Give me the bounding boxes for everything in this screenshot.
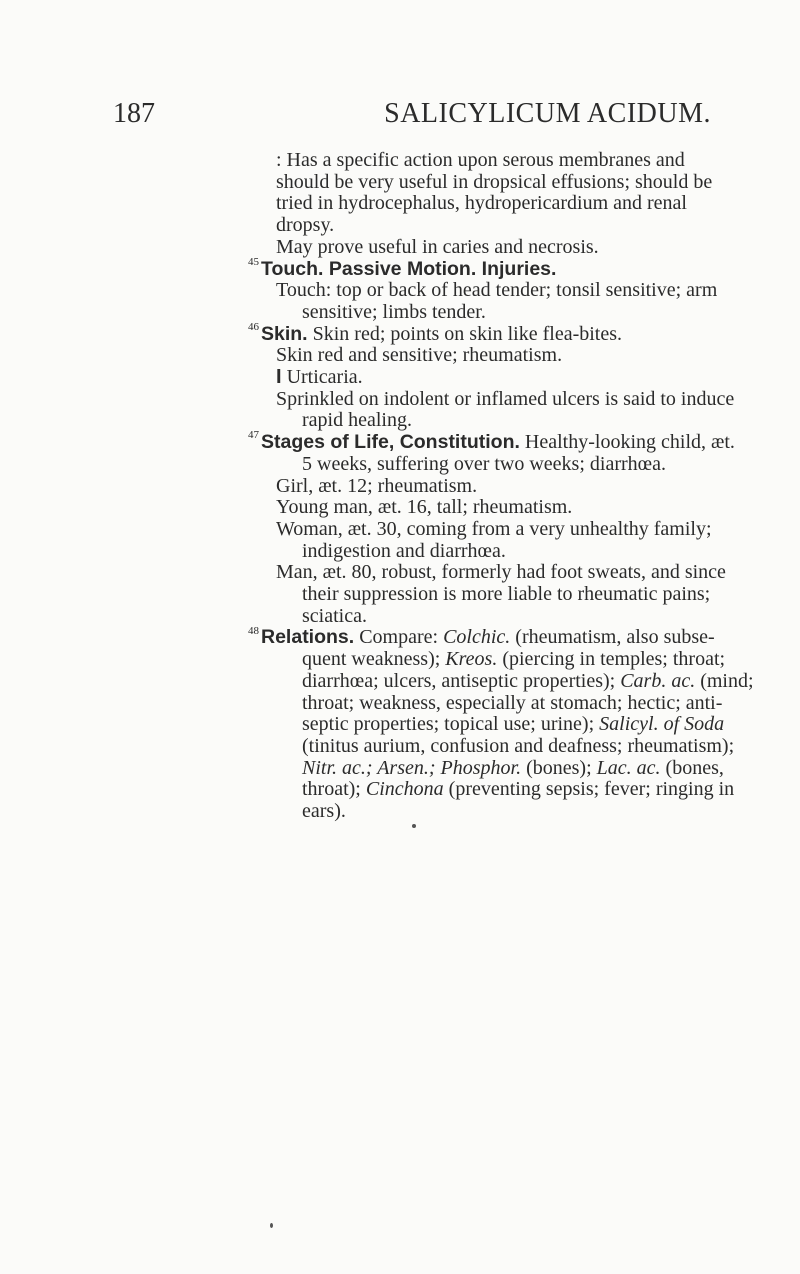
- text-line: Young man, æt. 16, tall; rheumatism.: [276, 496, 573, 519]
- text-line: [302, 648, 726, 671]
- text-line: Woman, æt. 30, coming from a very unhealthy family;: [276, 517, 712, 540]
- text-span: quent weakness);: [302, 648, 446, 671]
- text-span: throat);: [302, 778, 366, 801]
- body-text: [248, 149, 754, 823]
- text-line: May prove useful in caries and necrosis.: [276, 235, 599, 258]
- remedy-name: Nitr. ac.; Arsen.; Phosphor.: [302, 756, 522, 779]
- running-title: SALICYLICUM ACIDUM.: [384, 98, 711, 129]
- remedy-name: Kreos.: [445, 648, 498, 671]
- section-number: 46: [248, 320, 259, 333]
- text-span: (rheumatism, also subse-: [510, 626, 715, 649]
- text-line: (tinitus aurium, confusion and deafness; rheumatism);: [302, 734, 735, 757]
- text-span: (mind;: [695, 669, 754, 692]
- text-span: (preventing sepsis; fever; ringing in: [443, 778, 735, 801]
- text-line: dropsy.: [276, 214, 335, 237]
- text-line: Sprinkled on indolent or inflamed ulcers is said to induce: [276, 387, 735, 410]
- section-text: Healthy-looking child, æt.: [519, 431, 735, 454]
- section-number: 45: [248, 255, 259, 268]
- text-line: [302, 778, 735, 801]
- section-number: 48: [248, 624, 259, 637]
- text-span: (bones);: [521, 756, 597, 779]
- page-header: [113, 98, 711, 138]
- text-line: [302, 713, 725, 736]
- text-line: indigestion and diarrhœa.: [302, 539, 506, 562]
- remedy-name: Cinchona: [365, 778, 444, 801]
- text-line: Man, æt. 80, robust, formerly had foot sweats, and since: [276, 561, 726, 584]
- remedy-name: Salicyl. of Soda: [599, 713, 725, 736]
- section-title: Touch. Passive Motion. Injuries.: [261, 257, 557, 280]
- text-line: should be very useful in dropsical effusions; should be: [276, 170, 713, 193]
- text-line: rapid healing.: [302, 409, 412, 432]
- text-line: Touch: top or back of head tender; tonsil sensitive; arm: [276, 279, 718, 302]
- text-span: Compare:: [354, 626, 444, 649]
- text-span: Urticaria.: [281, 366, 363, 389]
- text-line: [302, 756, 724, 780]
- page-number: 187: [113, 98, 155, 129]
- text-line: ears).: [302, 800, 346, 823]
- section-title: Stages of Life, Constitution.: [261, 431, 520, 454]
- emphasis-mark: I: [276, 366, 282, 389]
- text-line: : Has a specific action upon serous membranes and: [276, 149, 685, 171]
- print-speck: [270, 1223, 273, 1228]
- section-title: Relations.: [261, 626, 355, 649]
- text-line: [302, 669, 754, 693]
- section-title: Skin.: [261, 322, 308, 345]
- section-text: Skin red; points on skin like flea-bites.: [307, 322, 623, 345]
- text-span: septic properties; topical use; urine);: [302, 713, 600, 736]
- section-46-heading: [248, 320, 696, 346]
- text-line: Skin red and sensitive; rheumatism.: [276, 344, 563, 367]
- text-span: diarrhœa; ulcers, antiseptic properties);: [302, 669, 621, 692]
- text-line: tried in hydrocephalus, hydropericardium and renal: [276, 192, 687, 215]
- remedy-name: Carb. ac.: [620, 669, 696, 692]
- text-line: [276, 367, 696, 389]
- print-speck: [412, 824, 416, 828]
- text-line: sensitive; limbs tender.: [302, 300, 486, 323]
- text-line: 5 weeks, suffering over two weeks; diarrhœa.: [302, 452, 666, 475]
- text-line: sciatica.: [302, 604, 367, 627]
- section-47-heading: [248, 429, 735, 454]
- text-line: throat; weakness, especially at stomach; hectic; anti-: [302, 691, 723, 714]
- section-48-heading: [248, 624, 715, 649]
- text-span: (bones,: [660, 756, 724, 779]
- text-line: Girl, æt. 12; rheumatism.: [276, 474, 478, 497]
- section-45-heading: [248, 255, 696, 281]
- text-span: (piercing in temples; throat;: [497, 648, 726, 671]
- text-line: their suppression is more liable to rheumatic pains;: [302, 583, 711, 606]
- remedy-name: Colchic.: [443, 626, 511, 649]
- section-number: 47: [248, 429, 259, 442]
- remedy-name: Lac. ac.: [596, 756, 661, 779]
